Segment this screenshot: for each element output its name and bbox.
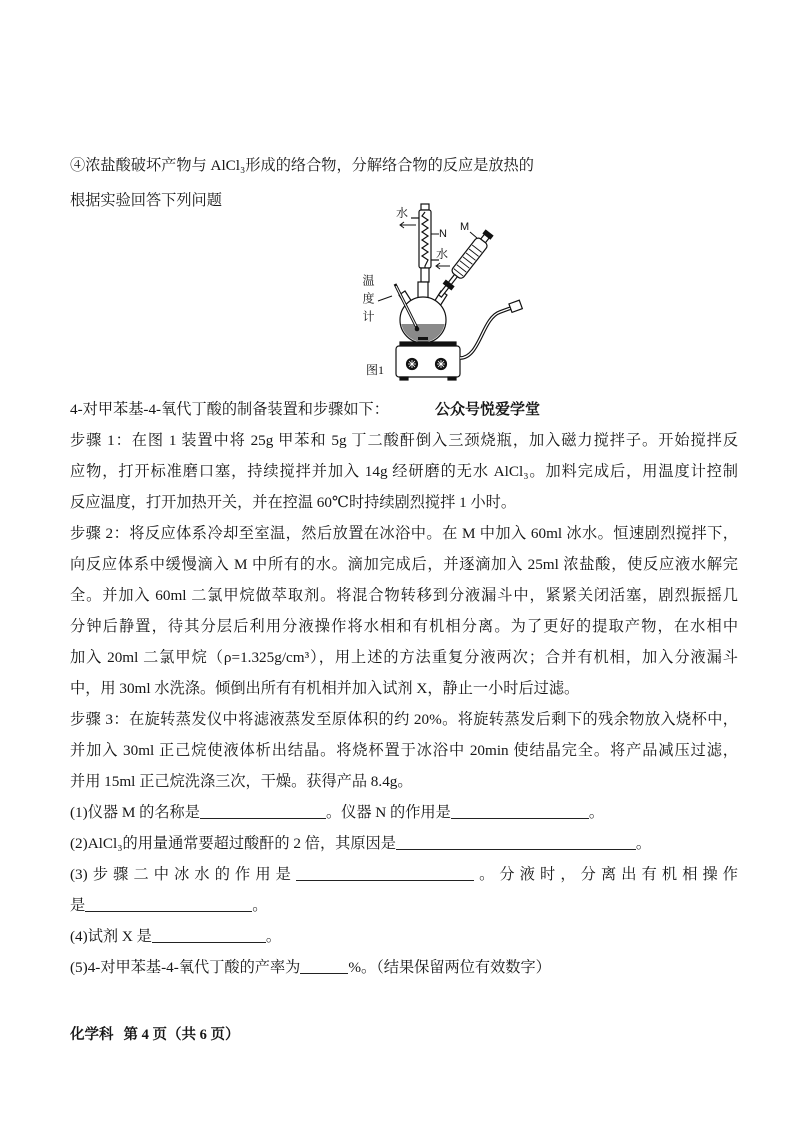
water-out-arrow xyxy=(400,222,416,228)
condenser-n-label: N xyxy=(439,228,447,240)
answer-blank xyxy=(300,959,348,974)
step-1-line: 反应温度，打开加热开关，并在控温 60℃时持续剧烈搅拌 1 小时。 xyxy=(70,494,517,511)
question-3-text: 是 xyxy=(70,897,86,914)
step-2-line: 中，用 30ml 水洗涤。倾倒出所有有机相并加入试剂 X，静止一小时后过滤。 xyxy=(70,680,580,697)
answer-blank xyxy=(85,897,252,912)
answer-blank xyxy=(451,804,589,819)
apparatus-figure xyxy=(340,200,530,390)
stir-bar xyxy=(418,337,428,340)
question-3-text: 。分液时，分离出有机相操作 xyxy=(473,866,738,883)
question-4-text: (4)试剂 X 是 xyxy=(70,928,152,945)
thermometer-label: 温度计 xyxy=(361,274,375,328)
step-2-line: 全。并加入 60ml 二氯甲烷做萃取剂。将混合物转移到分液漏斗中，紧紧关闭活塞，剧烈振摇几 xyxy=(70,587,738,604)
step-3-line: 步骤 3：在旋转蒸发仪中将滤液蒸发至原体积的约 20%。将旋转蒸发后剩下的残余物放入烧杯中， xyxy=(70,711,738,728)
answer-blank xyxy=(296,866,474,881)
question-1-text: 。 xyxy=(588,804,604,821)
step-2-line: 向反应体系中缓慢滴入 M 中所有的水。滴加完成后，并逐滴加入 25ml 浓盐酸，使反应液水解完 xyxy=(70,556,738,573)
footer-subject: 化学科 xyxy=(70,1027,114,1043)
question-1-text: (1)仪器 M 的名称是 xyxy=(70,804,200,821)
answer-blank xyxy=(200,804,326,819)
question-4-text: 。 xyxy=(265,928,282,945)
question-1 xyxy=(70,797,738,828)
step-1-line: 步骤 1：在图 1 装置中将 25g 甲苯和 5g 丁二酸酐倒入三颈烧瓶，加入磁力搅拌子。开始搅拌反 xyxy=(70,432,738,449)
step-1-line: 应物，打开标准磨口塞，持续搅拌并加入 14g 经研磨的无水 AlCl₃。加料完成后，用温度计控制 xyxy=(70,463,738,480)
reflux-condenser xyxy=(411,204,439,282)
m-label-leader xyxy=(470,232,477,238)
power-plug xyxy=(509,300,522,312)
funnel-m-label: M xyxy=(460,221,470,233)
thermometer-bulb xyxy=(415,327,420,332)
question-5-text: %。（结果保留两位有效数字） xyxy=(348,959,551,976)
magnetic-stirrer-hot-plate xyxy=(396,342,460,380)
answer-blank xyxy=(152,928,266,943)
question-1-text: 。仪器 N 的作用是 xyxy=(325,804,451,821)
question-2-text: 。 xyxy=(635,835,652,852)
question-5 xyxy=(70,952,738,983)
step-2-line: 分钟后静置，待其分层后利用分液操作将水相和有机相分离。为了更好的提取产物，在水相中 xyxy=(70,618,738,635)
hot-plate-body xyxy=(396,346,460,377)
footer-page-number: 第 4 页（共 6 页） xyxy=(123,1027,240,1043)
step-3-line: 并用 15ml 正己烷洗涤三次，干燥。获得产品 8.4g。 xyxy=(70,773,413,790)
question-4 xyxy=(70,921,738,952)
step-3-line: 并加入 30ml 正己烷使液体析出结晶。将烧杯置于冰浴中 20min 使结晶完全。将产品减压过滤， xyxy=(70,742,738,759)
exam-body-text xyxy=(70,394,738,983)
question-2 xyxy=(70,828,738,859)
question-3-line-1 xyxy=(70,859,738,890)
answer-blank xyxy=(396,835,636,850)
hot-plate-foot-right xyxy=(448,377,456,380)
hot-plate-foot-left xyxy=(400,377,408,380)
condenser-joint xyxy=(421,268,429,282)
water-in-arrow xyxy=(436,263,450,269)
power-cord xyxy=(460,300,522,358)
condenser-stopper xyxy=(421,204,429,210)
water-outlet-label: 水 xyxy=(396,206,409,220)
funnel-body xyxy=(450,237,488,280)
question-3-line-2 xyxy=(70,890,738,921)
setup-heading-row xyxy=(70,394,738,425)
question-2-text: (2)AlCl₃的用量通常要超过酸酐的 2 倍，其原因是 xyxy=(70,835,396,852)
step-2-line: 步骤 2：将反应体系冷却至室温，然后放置在冰浴中。在 M 中加入 60ml 冰水。恒速剧烈搅拌下， xyxy=(70,525,738,542)
figure-caption: 图1 xyxy=(366,363,385,377)
intro-note-line: ④浓盐酸破坏产物与 AlCl₃形成的络合物，分解络合物的反应是放热的 xyxy=(70,157,534,174)
setup-heading: 4-对甲苯基-4-氧代丁酸的制备装置和步骤如下： xyxy=(70,401,389,418)
water-inlet-label: 水 xyxy=(436,247,449,261)
step-2-line: 加入 20ml 二氯甲烷（ρ=1.325g/cm³），用上述的方法重复分液两次；合并有机相，加入分液漏斗 xyxy=(70,649,738,666)
page-footer xyxy=(70,1020,240,1050)
thermometer-label-leader xyxy=(378,296,392,301)
instruction-line: 根据实验回答下列问题 xyxy=(70,192,222,209)
question-3-text: (3)步骤二中冰水的作用是 xyxy=(70,866,296,883)
question-3-text: 。 xyxy=(252,897,268,914)
question-5-text: (5)4-对甲苯基-4-氧代丁酸的产率为 xyxy=(70,959,301,976)
watermark-text: 公众号悦爱学堂 xyxy=(435,401,541,418)
